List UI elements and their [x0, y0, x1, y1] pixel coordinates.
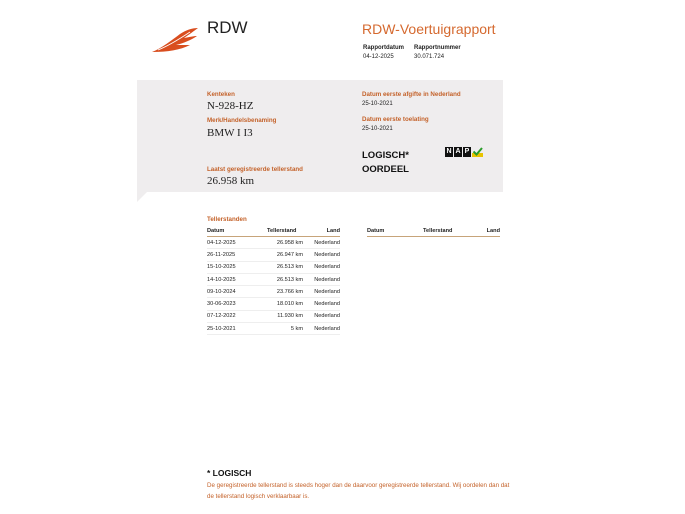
- col-date: Datum: [207, 227, 255, 237]
- first-issue-label: Datum eerste afgifte in Nederland: [362, 91, 461, 98]
- plate-value: N-928-HZ: [207, 100, 254, 112]
- nap-letter-a: A: [455, 148, 461, 155]
- row-mileage: 26.958 km: [255, 237, 303, 249]
- row-country: Nederland: [303, 273, 340, 285]
- mileage-verdict: [362, 149, 409, 177]
- footnote-title: * LOGISCH: [207, 468, 252, 478]
- row-mileage: 5 km: [255, 323, 303, 335]
- table-row: [207, 273, 340, 285]
- first-issue-value: 25-10-2021: [362, 101, 393, 107]
- col-country: Land: [303, 227, 340, 237]
- row-country: Nederland: [303, 249, 340, 261]
- table-row: [207, 286, 340, 298]
- last-mileage-value: 26.958 km: [207, 175, 255, 187]
- row-mileage: 11.930 km: [255, 310, 303, 322]
- col-mileage: Tellerstand: [417, 227, 467, 237]
- odometer-table-header: [207, 227, 340, 237]
- panel-tail: [137, 192, 147, 202]
- row-date: 04-12-2025: [207, 237, 255, 249]
- row-country: Nederland: [303, 310, 340, 322]
- row-date: 25-10-2021: [207, 323, 255, 335]
- report-date-value: 04-12-2025: [363, 54, 394, 60]
- row-country: Nederland: [303, 261, 340, 273]
- odometer-table: [207, 227, 340, 335]
- row-date: 14-10-2025: [207, 273, 255, 285]
- row-mileage: 26.513 km: [255, 261, 303, 273]
- brand-name: RDW: [207, 18, 248, 37]
- row-country: Nederland: [303, 323, 340, 335]
- table-row: [207, 237, 340, 249]
- report-date: [363, 45, 404, 60]
- row-mileage: 23.766 km: [255, 286, 303, 298]
- make-value: BMW I I3: [207, 127, 253, 139]
- report-number-label: Rapportnummer: [414, 45, 461, 51]
- make-label: Merk/Handelsbenaming: [207, 117, 277, 124]
- row-mileage: 26.513 km: [255, 273, 303, 285]
- row-date: 30-06-2023: [207, 298, 255, 310]
- plate-label: Kenteken: [207, 91, 235, 98]
- odometer-table-right: [367, 227, 500, 237]
- rdw-logo-icon: [150, 26, 200, 54]
- report-number-value: 30.071.724: [414, 54, 445, 60]
- report-date-label: Rapportdatum: [363, 45, 404, 51]
- col-mileage: Tellerstand: [255, 227, 303, 237]
- row-date: 09-10-2024: [207, 286, 255, 298]
- report-page: [137, 0, 548, 514]
- verdict-line-1: LOGISCH*: [362, 150, 409, 161]
- footnote-text: De geregistreerde tellerstand is steeds hoger dan de daarvoor geregistreerde tellerstand. Wij oordelen dan dat de tellerstand logisch verklaarbaar is.: [207, 482, 510, 500]
- verdict-line-2: OORDEEL: [362, 164, 409, 175]
- table-row: [207, 249, 340, 261]
- row-date: 07-12-2022: [207, 310, 255, 322]
- row-mileage: 18.010 km: [255, 298, 303, 310]
- table-row: [207, 323, 340, 335]
- row-country: Nederland: [303, 286, 340, 298]
- first-admission-value: 25-10-2021: [362, 126, 393, 132]
- table-row: [207, 261, 340, 273]
- nap-badge: [445, 146, 483, 158]
- report-number: [414, 45, 461, 60]
- nap-letter-p: P: [464, 148, 470, 155]
- row-country: Nederland: [303, 298, 340, 310]
- first-admission-label: Datum eerste toelating: [362, 116, 429, 123]
- col-date: Datum: [367, 227, 417, 237]
- row-country: Nederland: [303, 237, 340, 249]
- col-country: Land: [467, 227, 500, 237]
- nap-letter-n: N: [446, 148, 452, 155]
- odometer-section-title: Tellerstanden: [207, 216, 247, 223]
- table-row: [207, 298, 340, 310]
- last-mileage-label: Laatst geregistreerde tellerstand: [207, 166, 303, 173]
- row-mileage: 26.947 km: [255, 249, 303, 261]
- checkmark-icon: [472, 147, 483, 157]
- row-date: 26-11-2025: [207, 249, 255, 261]
- row-date: 15-10-2025: [207, 261, 255, 273]
- table-row: [207, 310, 340, 322]
- report-title: RDW-Voertuigrapport: [362, 21, 496, 37]
- odometer-table-right-header: [367, 227, 500, 237]
